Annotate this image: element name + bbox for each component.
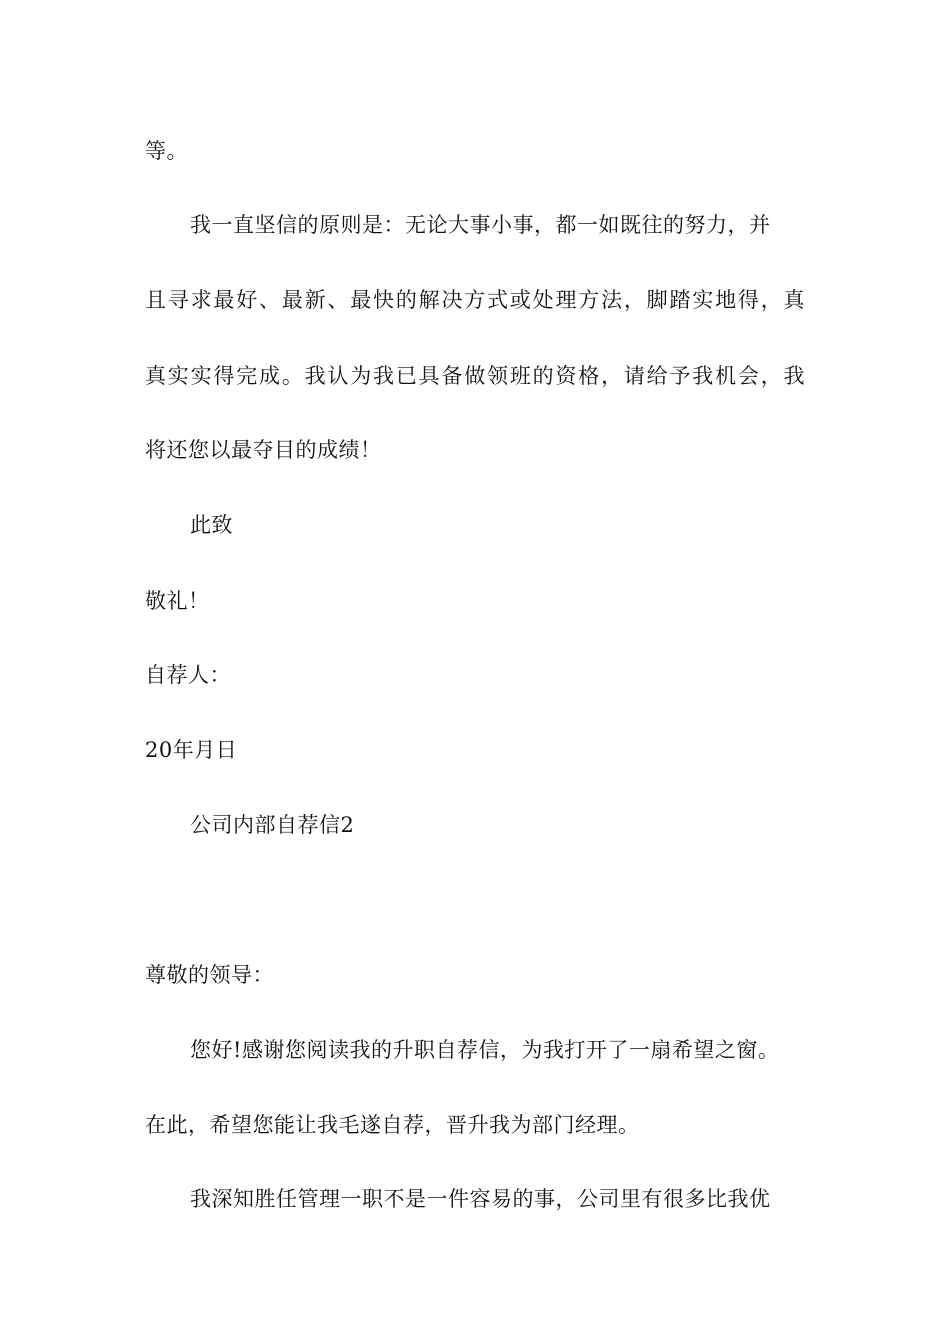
closing-jingli: 敬礼！	[145, 589, 210, 613]
paragraph-1-line-1: 等。	[145, 139, 188, 163]
letter-2-title: 公司内部自荐信2	[190, 813, 355, 837]
paragraph-2-line-4: 将还您以最夺目的成绩！	[145, 438, 382, 462]
paragraph-2-line-3: 真实实得完成。我认为我已具备做领班的资格，请给予我机会，我	[145, 364, 805, 388]
salutation: 尊敬的领导：	[145, 963, 274, 987]
date-line: 20年月日	[145, 738, 238, 762]
paragraph-4-line-1: 我深知胜任管理一职不是一件容易的事，公司里有很多比我优	[190, 1187, 771, 1211]
signature-label: 自荐人：	[145, 663, 231, 687]
closing-cizhi: 此致	[190, 513, 233, 537]
paragraph-3-line-2: 在此，希望您能让我毛遂自荐，晋升我为部门经理。	[145, 1113, 640, 1137]
paragraph-3-line-1: 您好!感谢您阅读我的升职自荐信，为我打开了一扇希望之窗。	[190, 1038, 780, 1062]
paragraph-2-line-1: 我一直坚信的原则是：无论大事小事，都一如既往的努力，并	[190, 213, 771, 237]
paragraph-2-line-2: 且寻求最好、最新、最快的解决方式或处理方法，脚踏实地得，真	[145, 288, 805, 312]
